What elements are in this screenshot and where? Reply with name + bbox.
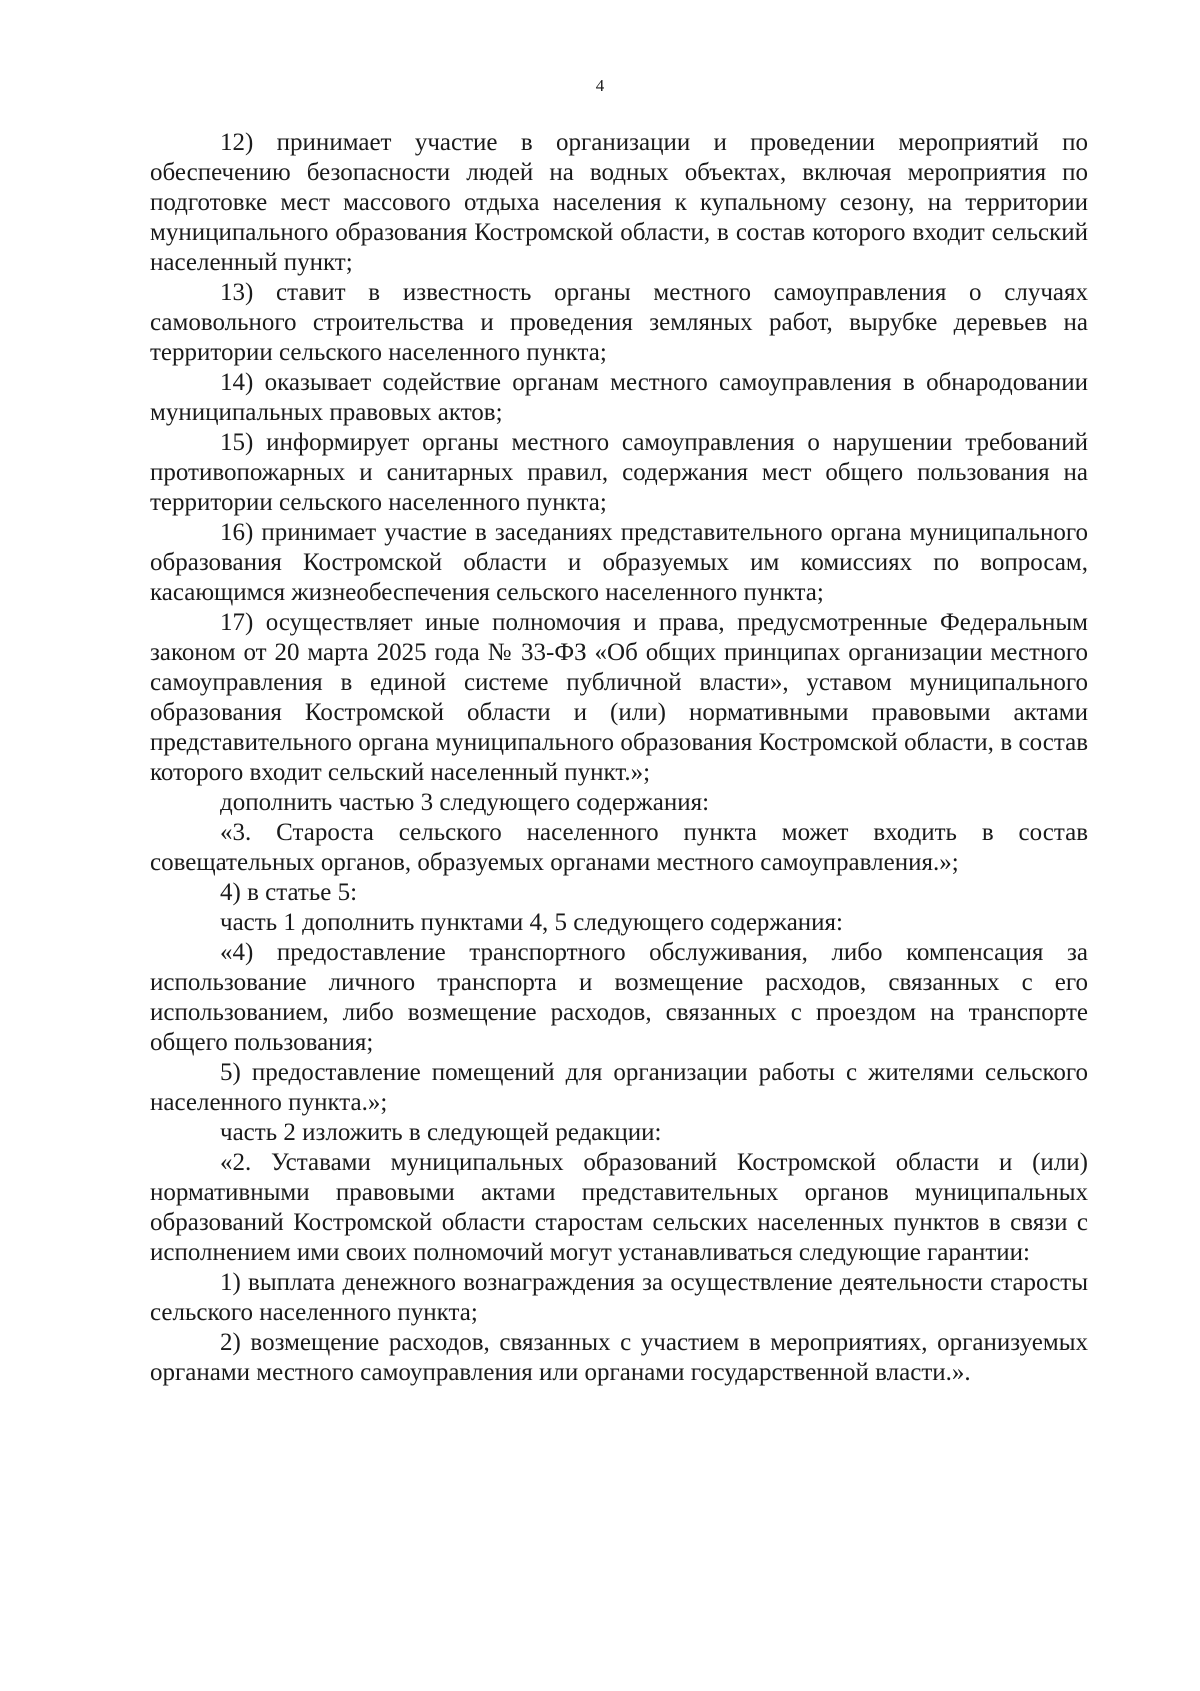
paragraph-item-17: 17) осуществляет иные полномочия и права, предусмотренные Федеральным законом от 20 марта 2025 года № 33-ФЗ «Об общих принципах организации местного самоуправления в единой системе публичной власти», уставом муниципального образования Костромской области и (или) нормативными правовыми актами представительного органа муниципального образования Костромской области, в состав которого входит сельский населенный пункт.»; bbox=[150, 609, 1088, 786]
paragraph-item-4-transport: «4) предоставление транспортного обслуживания, либо компенсация за использование личного транспорта и возмещение расходов, связанных с его использованием, либо возмещение расходов, связанных с проездом на транспорте общего пользования; bbox=[150, 939, 1088, 1056]
page-number: 4 bbox=[595, 76, 605, 95]
paragraph-part-2-text: «2. Уставами муниципальных образований Костромской области и (или) нормативными правовыми актами представительных органов муниципальных образований Костромской области старостам сельских населенных пунктов в связи с исполнением ими своих полномочий могут устанавливаться следующие гарантии: bbox=[150, 1149, 1088, 1266]
paragraph-item-13: 13) ставит в известность органы местного самоуправления о случаях самовольного строительства и проведения земляных работ, вырубке деревьев на территории сельского населенного пункта; bbox=[150, 279, 1088, 366]
paragraph-part-3-text: «3. Староста сельского населенного пункта может входить в состав совещательных органов, образуемых органами местного самоуправления.»; bbox=[150, 819, 1088, 876]
paragraph-item-12: 12) принимает участие в организации и проведении мероприятий по обеспечению безопасности людей на водных объектах, включая мероприятия по подготовке мест массового отдыха населения к купальному сезону, на территории муниципального образования Костромской области, в состав которого входит сельский населенный пункт; bbox=[150, 129, 1088, 276]
paragraph-guarantee-2: 2) возмещение расходов, связанных с участием в мероприятиях, организуемых органами местного самоуправления или органами государственной власти.». bbox=[150, 1329, 1088, 1386]
paragraph-item-5-premises: 5) предоставление помещений для организации работы с жителями сельского населенного пункта.»; bbox=[150, 1059, 1088, 1116]
paragraph-part-1-amendment: часть 1 дополнить пунктами 4, 5 следующего содержания: bbox=[220, 909, 843, 936]
paragraph-item-14: 14) оказывает содействие органам местного самоуправления в обнародовании муниципальных правовых актов; bbox=[150, 369, 1088, 426]
paragraph-guarantee-1: 1) выплата денежного вознаграждения за осуществление деятельности старосты сельского населенного пункта; bbox=[150, 1269, 1088, 1326]
paragraph-item-16: 16) принимает участие в заседаниях представительного органа муниципального образования Костромской области и образуемых им комиссиях по вопросам, касающимся жизнеобеспечения сельского населенного пункта; bbox=[150, 519, 1088, 606]
paragraph-amendment-part-3: дополнить частью 3 следующего содержания: bbox=[220, 789, 710, 816]
paragraph-article-5: 4) в статье 5: bbox=[220, 879, 358, 906]
paragraph-part-2-amendment: часть 2 изложить в следующей редакции: bbox=[220, 1119, 662, 1146]
paragraph-item-15: 15) информирует органы местного самоуправления о нарушении требований противопожарных и санитарных правил, содержания мест общего пользования на территории сельского населенного пункта; bbox=[150, 429, 1088, 516]
document-body bbox=[150, 128, 1088, 1388]
